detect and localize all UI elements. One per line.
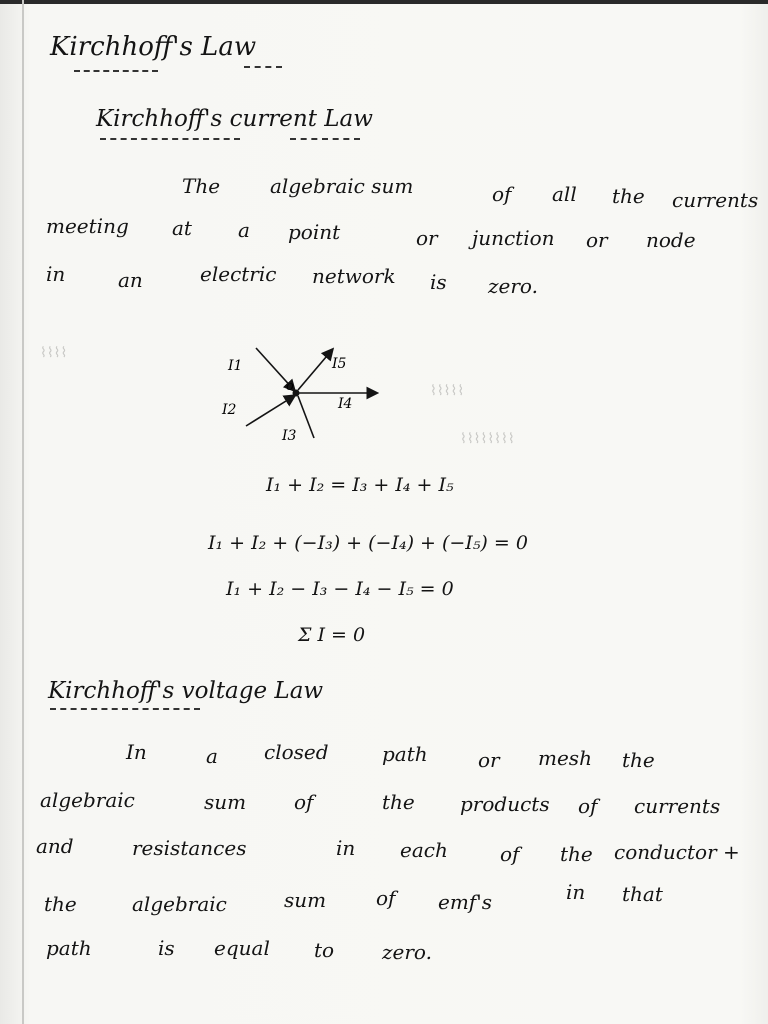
word: network — [312, 264, 396, 288]
word: the — [622, 748, 655, 772]
bleed-through-mark: ⌇⌇⌇⌇⌇ — [430, 383, 465, 399]
word: conductor + — [614, 840, 740, 864]
word: in — [566, 880, 586, 904]
word: of — [578, 794, 598, 818]
word: the — [560, 842, 593, 866]
word: and — [36, 834, 74, 858]
word: to — [314, 938, 335, 962]
word: all — [552, 182, 577, 206]
word: electric — [200, 262, 277, 286]
word: zero. — [488, 274, 538, 298]
word: that — [622, 882, 663, 906]
label-i4: I4 — [338, 396, 353, 412]
word: closed — [264, 740, 329, 764]
word: or — [586, 228, 608, 252]
word: In — [126, 740, 147, 764]
equation-1: I₁ + I₂ = I₃ + I₄ + I₅ — [266, 474, 454, 496]
word: algebraic — [40, 788, 135, 812]
kvl-heading: Kirchhoff's voltage Law — [48, 678, 324, 704]
kcl-heading-underline-2 — [290, 138, 360, 140]
word: point — [288, 220, 341, 244]
word: meeting — [46, 214, 129, 238]
word: node — [646, 228, 696, 252]
label-i5: I5 — [332, 356, 347, 372]
word: in — [336, 836, 356, 860]
word: algebraic — [132, 892, 227, 916]
page-title: Kirchhoff's Law — [50, 32, 257, 62]
margin-line — [22, 0, 24, 1024]
word: the — [44, 892, 77, 916]
branch-i2 — [246, 396, 294, 426]
node-label: o — [286, 379, 294, 394]
kcl-heading: Kirchhoff's current Law — [96, 106, 373, 132]
branch-i5 — [298, 350, 332, 390]
word: is — [158, 936, 175, 960]
word: the — [612, 184, 645, 208]
word: currents — [672, 188, 759, 212]
bleed-through-mark: ⌇⌇⌇⌇⌇⌇⌇⌇ — [460, 431, 515, 447]
word: of — [376, 886, 396, 910]
word: at — [172, 216, 192, 240]
kvl-heading-underline — [50, 708, 200, 710]
word: path — [382, 742, 428, 766]
word: an — [118, 268, 143, 292]
word: junction — [472, 226, 555, 250]
word: or — [478, 748, 500, 772]
kcl-heading-underline — [100, 138, 240, 140]
word: of — [492, 182, 512, 206]
word: a — [206, 744, 218, 768]
word: The — [182, 174, 221, 198]
word: mesh — [538, 746, 592, 770]
word: each — [400, 838, 448, 862]
word: emf's — [438, 890, 492, 914]
label-i2: I2 — [222, 402, 237, 418]
label-i3: I3 — [282, 428, 297, 444]
word: path — [46, 936, 92, 960]
word: sum — [204, 790, 247, 814]
word: sum — [284, 888, 327, 912]
word: in — [46, 262, 66, 286]
equation-4: Σ I = 0 — [298, 624, 366, 646]
word: resistances — [132, 836, 247, 860]
word: is — [430, 270, 447, 294]
page-top-edge — [0, 0, 768, 4]
word: products — [460, 792, 550, 816]
branch-i3 — [298, 396, 314, 438]
bleed-through-mark: ⌇⌇⌇⌇ — [40, 345, 68, 361]
word: of — [294, 790, 314, 814]
title-underline — [74, 70, 158, 72]
junction-diagram — [210, 338, 410, 448]
word: zero. — [382, 940, 432, 964]
title-underline-2 — [244, 66, 282, 68]
word: or — [416, 226, 438, 250]
equation-3: I₁ + I₂ − I₃ − I₄ − I₅ = 0 — [226, 578, 454, 600]
word: algebraic sum — [270, 174, 414, 198]
word: a — [238, 218, 250, 242]
word: currents — [634, 794, 721, 818]
label-i1: I1 — [228, 358, 243, 374]
word: the — [382, 790, 415, 814]
word: of — [500, 842, 520, 866]
equation-2: I₁ + I₂ + (−I₃) + (−I₄) + (−I₅) = 0 — [208, 532, 528, 554]
word: equal — [214, 936, 270, 960]
